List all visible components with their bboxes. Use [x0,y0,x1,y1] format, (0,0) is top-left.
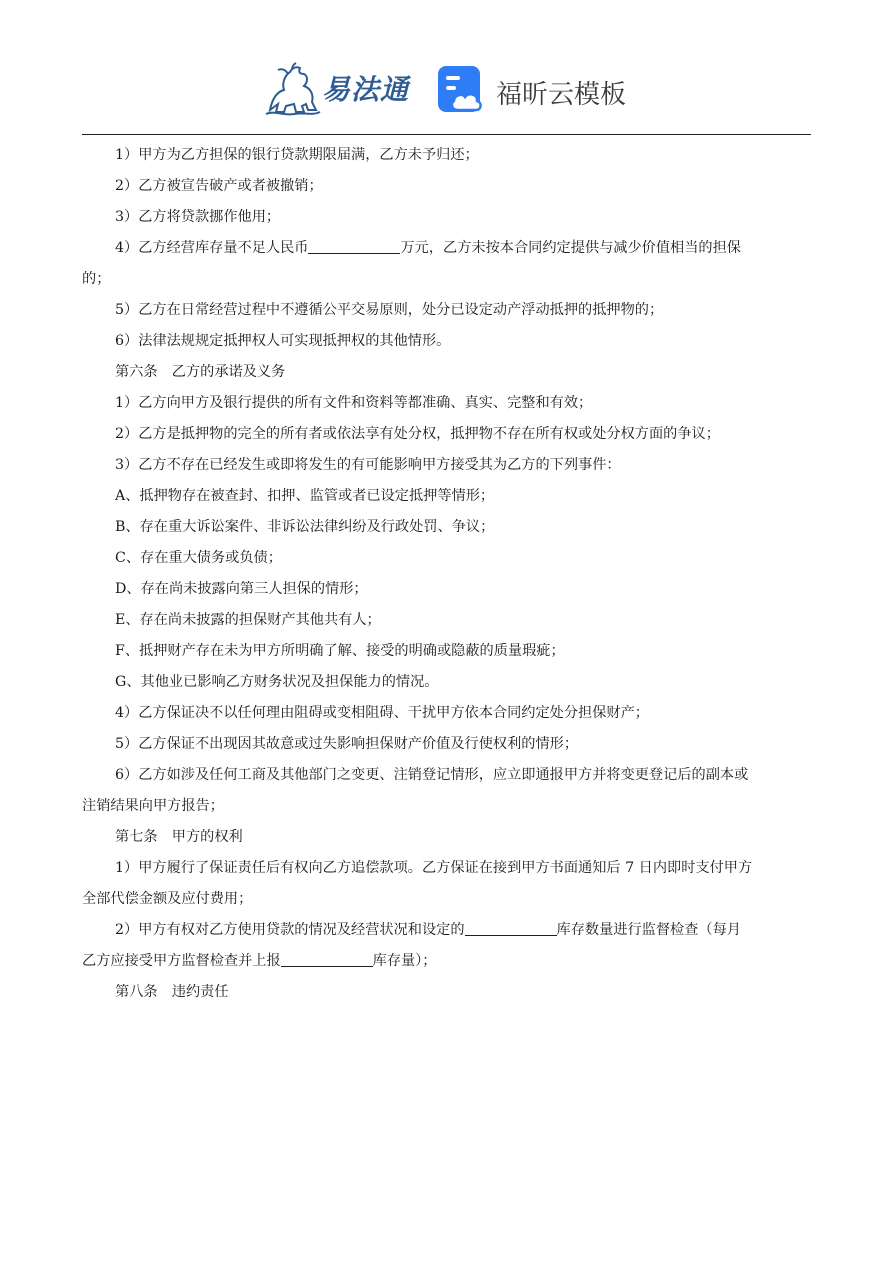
yifatong-brand-text: 易法通 [322,73,410,106]
text-segment: 库存数量进行监督检查（每月 [556,922,741,938]
clause-line [82,946,812,977]
clause-line: 2）乙方被宣告破产或者被撤销； [115,178,323,194]
page-header [0,58,893,124]
clause-line: 3）乙方不存在已经发生或即将发生的有可能影响甲方接受其为乙方的下列事件： [115,457,621,473]
list-item: G、其他业已影响乙方财务状况及担保能力的情况。 [115,674,439,690]
list-item: E、存在尚未披露的担保财产其他共有人； [115,612,381,628]
text-segment: 乙方应接受甲方监督检查并上报 [82,953,281,969]
fill-blank [308,238,400,254]
document-body [82,140,812,1008]
yifatong-logo [262,60,422,120]
text-segment: 2）甲方有权对乙方使用贷款的情况及经营状况和设定的 [115,922,465,938]
clause-line: 3）乙方将贷款挪作他用； [115,209,281,225]
clause-line: 注销结果向甲方报告； [82,798,224,814]
text-segment: 万元，乙方未按本合同约定提供与减少价值相当的担保 [400,240,741,256]
foxit-template-logo [436,64,656,118]
cloud-document-icon [436,64,486,116]
clause-line: 6）乙方如涉及任何工商及其他部门之变更、注销登记情形，应立即通报甲方并将变更登记后的副本或 [115,767,749,783]
clause-line: 的； [82,271,111,287]
clause-line: 2）乙方是抵押物的完全的所有者或依法享有处分权，抵押物不存在所有权或处分权方面的争议； [115,426,720,442]
clause-line: 5）乙方保证不出现因其故意或过失影响担保财产价值及行使权利的情形； [115,736,579,752]
article-heading: 第八条 违约责任 [115,984,229,1000]
clause-line: 1）甲方为乙方担保的银行贷款期限届满，乙方未予归还； [115,147,479,163]
fill-blank [281,951,373,967]
list-item: F、抵押财产存在未为甲方所明确了解、接受的明确或隐蔽的质量瑕疵； [115,643,565,659]
clause-line: 1）甲方履行了保证责任后有权向乙方追偿款项。乙方保证在接到甲方书面通知后 7 日内即时支付甲方 [115,860,753,876]
clause-line: 4）乙方保证决不以任何理由阻碍或变相阻碍、干扰甲方依本合同约定处分担保财产； [115,705,649,721]
article-heading: 第七条 甲方的权利 [115,829,243,845]
clause-line [82,915,812,946]
text-segment: 库存量）； [372,953,437,969]
header-divider [82,134,811,135]
clause-line: 6）法律法规规定抵押权人可实现抵押权的其他情形。 [115,333,451,349]
list-item: A、抵押物存在被查封、扣押、监管或者已设定抵押等情形； [115,488,495,504]
list-item: D、存在尚未披露向第三人担保的情形； [115,581,368,597]
foxit-brand-text: 福昕云模板 [496,80,627,110]
qilin-icon [262,60,324,118]
fill-blank [465,920,557,936]
list-item: C、存在重大债务或负债； [115,550,282,566]
article-heading: 第六条 乙方的承诺及义务 [115,364,286,380]
clause-line: 全部代偿金额及应付费用； [82,891,253,907]
clause-line [82,233,812,264]
list-item: B、存在重大诉讼案件、非诉讼法律纠纷及行政处罚、争议； [115,519,495,535]
clause-line: 1）乙方向甲方及银行提供的所有文件和资料等都准确、真实、完整和有效； [115,395,593,411]
text-segment: 4）乙方经营库存量不足人民币 [115,240,309,256]
clause-line: 5）乙方在日常经营过程中不遵循公平交易原则，处分已设定动产浮动抵押的抵押物的； [115,302,664,318]
